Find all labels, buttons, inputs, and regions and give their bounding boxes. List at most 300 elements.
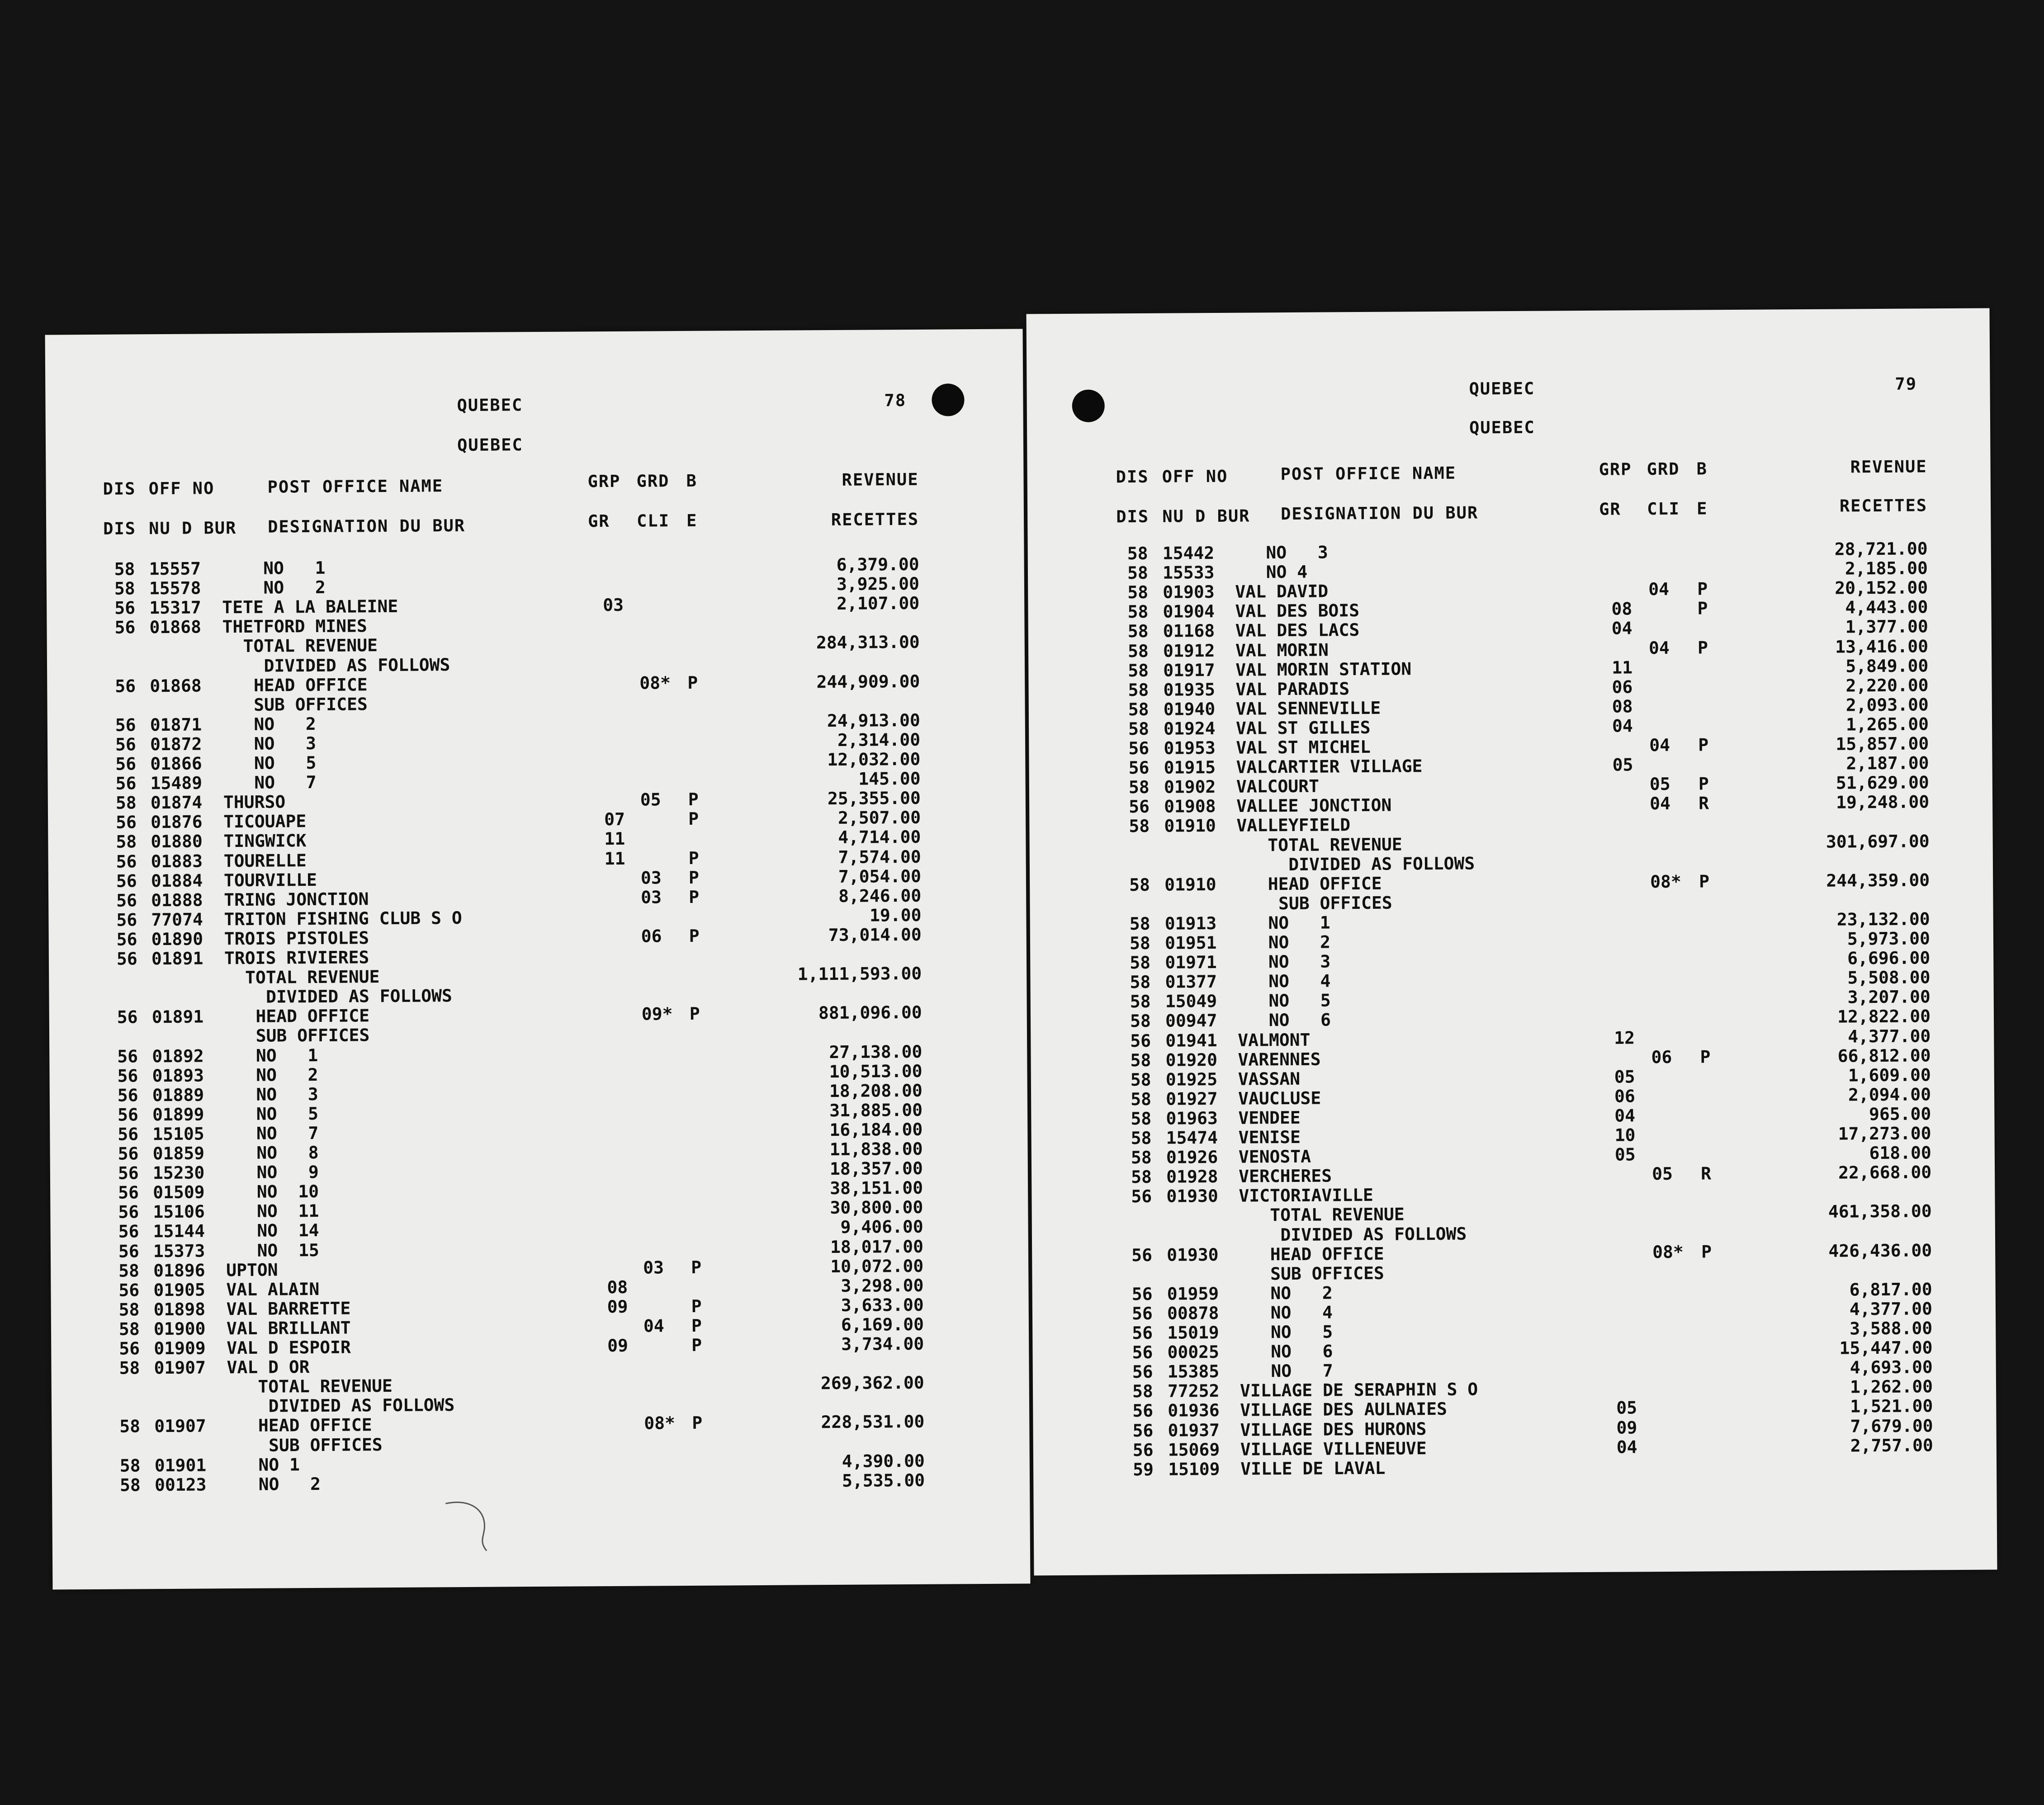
revenue-cell: 3,588.00 (1850, 1318, 1933, 1339)
dis-cell: 58 (1129, 874, 1150, 895)
office-number-cell: 01912 (1163, 640, 1215, 661)
office-number-cell: 77074 (151, 909, 203, 930)
office-name-cell: TOTAL REVENUE (222, 635, 378, 657)
office-number-cell: 00025 (1167, 1342, 1220, 1362)
revenue-cell: 7,054.00 (838, 866, 922, 887)
revenue-cell: 2,220.00 (1845, 675, 1929, 696)
revenue-cell: 6,169.00 (841, 1314, 924, 1335)
dis-cell: 58 (1129, 816, 1150, 836)
col-header-dis: DIS (103, 479, 136, 499)
office-number-cell: 15385 (1167, 1361, 1220, 1382)
b-cell: P (687, 672, 698, 693)
group-cell: 09 (607, 1335, 629, 1356)
office-name-cell: VERCHERES (1239, 1166, 1332, 1186)
revenue-cell: 11,838.00 (829, 1139, 923, 1160)
subregion-title: QUEBEC (457, 435, 523, 455)
office-number-cell: 01928 (1166, 1167, 1218, 1187)
dis-cell: 56 (1130, 1030, 1151, 1051)
b-cell: P (1701, 1241, 1712, 1262)
revenue-cell: 301,697.00 (1826, 831, 1930, 852)
revenue-cell: 7,679.00 (1850, 1415, 1933, 1436)
office-number-cell: 15049 (1165, 991, 1217, 1011)
office-name-cell: VALCOURT (1236, 776, 1320, 797)
office-name-cell: DIVIDED AS FOLLOWS (222, 654, 450, 676)
col-header-revenue: REVENUE (1850, 457, 1927, 477)
office-number-cell: 01940 (1163, 699, 1216, 719)
revenue-cell: 145.00 (858, 768, 921, 789)
office-number-cell: 15109 (1168, 1459, 1220, 1479)
dis-cell: 58 (1128, 660, 1149, 680)
office-number-cell: 01905 (153, 1280, 205, 1300)
office-number-cell: 01913 (1164, 913, 1217, 934)
office-name-cell: NO 8 (225, 1142, 319, 1163)
dis-cell: 56 (116, 890, 137, 911)
office-number-cell: 01899 (152, 1104, 204, 1125)
revenue-cell: 244,359.00 (1826, 870, 1930, 891)
office-number-cell: 01925 (1165, 1069, 1218, 1090)
revenue-cell: 66,812.00 (1837, 1045, 1931, 1066)
office-name-cell: SUB OFFICES (224, 1025, 370, 1046)
revenue-cell: 4,693.00 (1850, 1357, 1933, 1378)
group-cell: 04 (1616, 1436, 1637, 1457)
grade-cell: 08* (1650, 871, 1681, 892)
office-number-cell: 01910 (1164, 874, 1216, 895)
group-cell: 09 (1616, 1417, 1637, 1438)
revenue-cell: 4,443.00 (1845, 597, 1928, 618)
revenue-cell: 3,207.00 (1847, 987, 1930, 1007)
dis-cell: 58 (115, 793, 137, 813)
revenue-cell: 23,132.00 (1836, 909, 1930, 930)
office-number-cell: 01901 (154, 1455, 207, 1475)
col-header-revenue: REVENUE (842, 469, 919, 490)
office-name-cell: TOURELLE (223, 850, 307, 871)
b-cell: P (688, 809, 699, 829)
office-number-cell: 15442 (1162, 543, 1215, 563)
revenue-cell: 30,800.00 (830, 1197, 923, 1218)
office-name-cell: VENOSTA (1238, 1146, 1311, 1167)
revenue-cell: 73,014.00 (828, 924, 922, 945)
col-header-name: POST OFFICE NAME (267, 476, 444, 497)
dis-cell: 58 (1127, 562, 1148, 583)
office-name-cell: VARENNES (1238, 1049, 1321, 1070)
grade-cell: 05 (1652, 1164, 1673, 1184)
col-header-grd-fr: CLI (636, 511, 670, 531)
group-cell: 05 (1614, 1144, 1636, 1165)
subregion-title: QUEBEC (1469, 417, 1535, 438)
b-cell: P (1698, 774, 1709, 794)
office-number-cell: 01963 (1166, 1108, 1218, 1129)
revenue-cell: 31,885.00 (829, 1100, 923, 1120)
revenue-cell: 1,609.00 (1848, 1065, 1931, 1086)
office-name-cell: TRITON FISHING CLUB S O (224, 907, 462, 930)
office-name-cell: NO 4 (1239, 1302, 1333, 1323)
dis-cell: 58 (119, 1416, 141, 1437)
dis-cell: 56 (118, 1241, 139, 1262)
office-name-cell: NO 2 (222, 713, 316, 735)
revenue-cell: 1,111,593.00 (797, 963, 922, 984)
revenue-cell: 3,925.00 (836, 573, 920, 595)
office-name-cell: VAL BRILLANT (226, 1318, 351, 1339)
office-number-cell: 01904 (1163, 601, 1215, 622)
office-number-cell: 01917 (1163, 660, 1215, 680)
grade-cell: 03 (640, 867, 662, 888)
col-header-name: POST OFFICE NAME (1280, 463, 1457, 484)
office-number-cell: 01900 (153, 1318, 206, 1339)
office-number-cell: 01884 (151, 870, 203, 891)
office-number-cell: 01951 (1164, 932, 1217, 953)
col-header-off: OFF NO (148, 478, 215, 499)
dis-cell: 56 (116, 929, 137, 950)
group-cell: 07 (604, 809, 625, 830)
office-number-cell: 01859 (152, 1143, 205, 1164)
group-cell: 03 (603, 595, 624, 615)
office-name-cell: NO 14 (226, 1220, 319, 1241)
revenue-cell: 12,822.00 (1837, 1006, 1931, 1027)
group-cell: 11 (604, 829, 625, 849)
office-name-cell: VAL D OR (227, 1357, 310, 1378)
office-number-cell: 15069 (1168, 1439, 1220, 1460)
dis-cell: 58 (119, 1358, 140, 1378)
office-number-cell: 77252 (1167, 1381, 1220, 1401)
office-number-cell: 01936 (1168, 1400, 1220, 1421)
revenue-cell: 6,379.00 (836, 554, 919, 575)
revenue-cell: 18,357.00 (829, 1158, 923, 1179)
office-name-cell: SUB OFFICES (222, 694, 368, 715)
group-cell: 05 (1612, 755, 1633, 775)
office-name-cell: NO 1 (222, 558, 326, 579)
dis-cell: 58 (1128, 680, 1149, 700)
office-name-cell: VALLEYFIELD (1236, 815, 1351, 836)
dis-cell: 58 (114, 559, 135, 579)
dis-cell: 56 (118, 1182, 139, 1203)
dis-cell: 58 (1130, 1089, 1152, 1109)
revenue-cell: 19.00 (869, 905, 922, 926)
dis-cell: 59 (1132, 1459, 1154, 1479)
dis-cell: 58 (116, 832, 137, 852)
group-cell: 09 (607, 1296, 628, 1317)
office-name-cell: SUB OFFICES (1237, 893, 1392, 914)
office-name-cell: VAL ST GILLES (1235, 717, 1371, 738)
office-number-cell: 01880 (151, 831, 203, 852)
office-number-cell: 01927 (1165, 1088, 1218, 1109)
office-number-cell: 01896 (153, 1260, 205, 1281)
punch-hole (1072, 389, 1105, 422)
dis-cell: 56 (116, 871, 137, 891)
office-name-cell: TROIS PISTOLES (224, 928, 369, 949)
col-header-off-fr: NU D BUR (149, 518, 237, 539)
b-cell: P (691, 1315, 702, 1336)
pencil-mark (441, 1494, 514, 1558)
dis-cell: 56 (118, 1202, 139, 1222)
office-number-cell: 01872 (150, 734, 202, 755)
office-name-cell: NO 2 (227, 1474, 321, 1494)
office-number-cell: 00123 (154, 1474, 207, 1495)
grade-cell: 04 (1648, 638, 1670, 658)
office-name-cell: VAL SENNEVILLE (1235, 698, 1381, 719)
office-name-cell: VAL MORIN STATION (1235, 658, 1412, 680)
dis-cell: 58 (1130, 952, 1151, 973)
punch-hole (932, 383, 964, 416)
b-cell: R (1699, 793, 1709, 813)
group-cell: 06 (1614, 1086, 1635, 1106)
col-header-off-fr: NU D BUR (1162, 506, 1250, 526)
office-name-cell: VAL PARADIS (1235, 678, 1350, 699)
dis-cell: 58 (1128, 777, 1150, 798)
grade-cell: 08* (639, 672, 671, 693)
page-number: 78 (884, 390, 907, 411)
office-name-cell: HEAD OFFICE (227, 1415, 372, 1436)
revenue-cell: 20,152.00 (1835, 577, 1928, 598)
office-name-cell: NO 1 (1237, 912, 1330, 933)
revenue-cell: 1,521.00 (1850, 1396, 1933, 1417)
col-header-name-fr: DESIGNATION DU BUR (268, 515, 466, 537)
grade-cell: 04 (1649, 735, 1670, 756)
office-number-cell: 01866 (150, 753, 202, 774)
dis-cell: 56 (1132, 1342, 1153, 1363)
dis-cell: 58 (114, 578, 135, 599)
col-header-grp: GRP (587, 471, 621, 491)
dis-cell: 56 (117, 1085, 138, 1106)
office-name-cell: NO 7 (1240, 1361, 1333, 1381)
dis-cell: 58 (1127, 543, 1148, 564)
office-number-cell: 01953 (1164, 737, 1216, 758)
dis-cell: 56 (117, 1046, 138, 1067)
b-cell: P (689, 1004, 700, 1024)
office-name-cell: NO 5 (1240, 1322, 1333, 1342)
dis-cell: 56 (118, 1280, 140, 1300)
revenue-cell: 461,358.00 (1828, 1201, 1932, 1222)
office-number-cell: 01910 (1164, 816, 1216, 836)
dis-cell: 56 (1131, 1186, 1152, 1207)
col-header-b-fr: E (686, 510, 698, 530)
dis-cell: 58 (118, 1260, 140, 1281)
revenue-cell: 2,094.00 (1848, 1084, 1931, 1105)
office-name-cell: VICTORIAVILLE (1239, 1185, 1373, 1206)
b-cell: P (1697, 579, 1708, 599)
office-number-cell: 01868 (150, 676, 202, 696)
revenue-cell: 5,849.00 (1845, 655, 1929, 676)
office-number-cell: 01889 (152, 1085, 204, 1105)
dis-cell: 56 (116, 812, 137, 832)
revenue-cell: 4,390.00 (842, 1451, 925, 1471)
office-name-cell: NO 7 (225, 1123, 319, 1144)
office-number-cell: 01891 (151, 948, 203, 969)
revenue-cell: 426,436.00 (1828, 1240, 1932, 1261)
office-name-cell: NO 1 (225, 1045, 318, 1066)
revenue-cell: 2,093.00 (1845, 695, 1929, 715)
revenue-cell: 6,817.00 (1849, 1279, 1932, 1300)
dis-cell: 58 (1128, 718, 1150, 739)
revenue-cell: 8,246.00 (838, 885, 922, 906)
office-name-cell: HEAD OFFICE (224, 1006, 370, 1027)
col-header-grd-fr: CLI (1647, 499, 1680, 519)
dis-cell: 56 (1131, 1245, 1153, 1265)
page-number: 79 (1895, 374, 1917, 394)
dis-cell: 56 (115, 773, 137, 794)
col-header-grd: GRD (636, 471, 670, 491)
office-name-cell: HEAD OFFICE (1239, 1243, 1384, 1265)
revenue-cell: 6,696.00 (1847, 948, 1930, 969)
dis-cell: 56 (118, 1143, 139, 1164)
b-cell: P (1697, 637, 1708, 657)
office-name-cell: VALMONT (1238, 1030, 1311, 1050)
dis-cell: 58 (1131, 1108, 1152, 1129)
revenue-cell: 4,714.00 (838, 827, 921, 848)
group-cell: 04 (1612, 716, 1633, 736)
revenue-cell: 17,273.00 (1838, 1123, 1931, 1144)
office-number-cell: 01959 (1167, 1283, 1219, 1304)
grade-cell: 06 (641, 926, 662, 946)
group-cell: 08 (1611, 599, 1632, 619)
grade-cell: 03 (641, 887, 662, 907)
col-header-grp: GRP (1599, 459, 1632, 479)
col-header-b: B (1696, 459, 1708, 479)
revenue-cell: 4,377.00 (1848, 1025, 1931, 1046)
office-name-cell: VILLAGE DES HURONS (1240, 1418, 1427, 1440)
office-number-cell: 01924 (1163, 718, 1216, 739)
revenue-cell: 3,298.00 (841, 1275, 924, 1296)
office-number-cell: 01874 (150, 792, 203, 813)
dis-cell: 58 (1130, 972, 1151, 992)
office-number-cell: 01909 (154, 1338, 206, 1359)
revenue-cell: 5,535.00 (842, 1470, 925, 1491)
revenue-cell: 25,355.00 (827, 788, 921, 809)
dis-cell: 56 (115, 715, 136, 735)
group-cell: 12 (1614, 1027, 1635, 1048)
dis-cell: 58 (1129, 933, 1150, 954)
dis-cell: 56 (1132, 1323, 1153, 1343)
dis-cell: 58 (1130, 1069, 1151, 1090)
col-header-dis-fr: DIS (1116, 506, 1150, 527)
office-name-cell: SUB OFFICES (1239, 1263, 1384, 1284)
office-name-cell: NO 5 (1237, 990, 1331, 1011)
office-name-cell: VAL BARRETTE (226, 1298, 351, 1319)
office-name-cell: VAL MORIN (1235, 639, 1329, 661)
office-name-cell: VILLAGE DES AULNAIES (1240, 1399, 1448, 1421)
office-number-cell: 15230 (152, 1162, 205, 1183)
b-cell: P (1698, 735, 1709, 755)
office-number-cell: 01935 (1163, 679, 1216, 700)
dis-cell: 58 (1130, 1050, 1151, 1070)
b-cell: P (1700, 1046, 1711, 1067)
office-name-cell: TOTAL REVENUE (1236, 834, 1402, 855)
revenue-cell: 28,721.00 (1834, 539, 1928, 559)
office-name-cell: NO 7 (223, 772, 317, 793)
b-cell: P (691, 1257, 702, 1277)
office-number-cell: 01876 (150, 812, 203, 832)
office-name-cell: VAL ALAIN (226, 1279, 320, 1299)
revenue-cell: 618.00 (1869, 1143, 1932, 1163)
office-name-cell: NO 3 (1235, 542, 1328, 563)
office-number-cell: 01168 (1163, 621, 1215, 642)
office-number-cell: 01920 (1165, 1049, 1218, 1070)
revenue-cell: 2,507.00 (837, 808, 921, 828)
office-number-cell: 01907 (154, 1357, 206, 1378)
office-number-cell: 01509 (153, 1182, 205, 1203)
dis-cell: 56 (1128, 738, 1150, 759)
revenue-cell: 18,017.00 (830, 1236, 924, 1257)
office-number-cell: 15144 (153, 1221, 205, 1242)
office-name-cell: THURSO (223, 792, 286, 813)
office-number-cell: 01868 (149, 617, 202, 638)
revenue-cell: 3,633.00 (841, 1295, 924, 1315)
office-number-cell: 15373 (153, 1241, 205, 1261)
group-cell: 05 (1614, 1067, 1635, 1087)
dis-cell: 58 (1131, 1128, 1152, 1148)
office-name-cell: UPTON (226, 1260, 278, 1280)
col-header-name-fr: DESIGNATION DU BUR (1281, 503, 1479, 524)
office-name-cell: TOTAL REVENUE (227, 1376, 393, 1397)
office-number-cell: 01915 (1164, 757, 1216, 778)
office-number-cell: 15106 (153, 1201, 205, 1222)
revenue-cell: 269,362.00 (820, 1372, 924, 1394)
revenue-cell: 1,262.00 (1850, 1376, 1933, 1397)
office-name-cell: NO 2 (1239, 1283, 1333, 1304)
dis-cell: 56 (118, 1163, 139, 1183)
office-name-cell: TICOUAPE (223, 811, 307, 832)
grade-cell: 08* (644, 1413, 676, 1433)
office-name-cell: NO 2 (222, 577, 326, 598)
revenue-cell: 284,313.00 (816, 632, 920, 653)
dis-cell: 58 (1130, 992, 1151, 1012)
b-cell: P (688, 848, 699, 868)
office-name-cell: VAL DAVID (1235, 581, 1329, 602)
office-name-cell: NO 15 (226, 1240, 319, 1261)
dis-cell: 58 (1128, 699, 1149, 719)
revenue-cell: 27,138.00 (829, 1041, 923, 1062)
grade-cell: 05 (640, 789, 661, 810)
grade-cell: 09* (641, 1004, 673, 1024)
dis-cell: 58 (1131, 1147, 1152, 1168)
office-number-cell: 01871 (150, 714, 202, 735)
office-number-cell: 15578 (149, 578, 201, 599)
dis-cell: 58 (1127, 582, 1149, 603)
office-number-cell: 01888 (151, 890, 203, 910)
grade-cell: 04 (1650, 794, 1671, 814)
office-number-cell: 01926 (1166, 1147, 1218, 1167)
office-number-cell: 15489 (150, 773, 203, 794)
office-number-cell: 01930 (1167, 1244, 1219, 1265)
revenue-cell: 2,185.00 (1845, 558, 1928, 579)
col-header-dis-fr: DIS (103, 519, 137, 539)
grade-cell: 08* (1652, 1242, 1684, 1262)
office-name-cell: VENDEE (1238, 1107, 1301, 1128)
office-name-cell: HEAD OFFICE (222, 674, 368, 695)
col-header-grp-fr: GR (1599, 499, 1621, 519)
dis-cell: 58 (118, 1299, 140, 1320)
office-name-cell: TOTAL REVENUE (1239, 1204, 1405, 1226)
b-cell: P (691, 1335, 702, 1355)
office-name-cell: TROIS RIVIERES (224, 947, 369, 969)
office-number-cell: 01892 (152, 1046, 204, 1066)
office-name-cell: VILLE DE LAVAL (1240, 1458, 1386, 1479)
group-cell: 10 (1614, 1125, 1636, 1145)
office-number-cell: 01930 (1166, 1186, 1218, 1206)
revenue-cell: 13,416.00 (1835, 636, 1929, 657)
revenue-cell: 2,107.00 (837, 593, 920, 614)
ledger-page-78 (45, 329, 1031, 1589)
revenue-cell: 1,377.00 (1845, 616, 1928, 637)
office-number-cell: 15105 (152, 1124, 204, 1144)
office-name-cell: TINGWICK (223, 831, 307, 851)
office-name-cell: TETE A LA BALEINE (222, 596, 398, 618)
office-number-cell: 01898 (153, 1299, 206, 1319)
b-cell: P (692, 1413, 703, 1433)
dis-cell: 56 (1132, 1362, 1153, 1382)
b-cell: R (1701, 1163, 1712, 1184)
office-number-cell: 01941 (1165, 1030, 1217, 1051)
office-name-cell: NO 3 (225, 1084, 318, 1105)
